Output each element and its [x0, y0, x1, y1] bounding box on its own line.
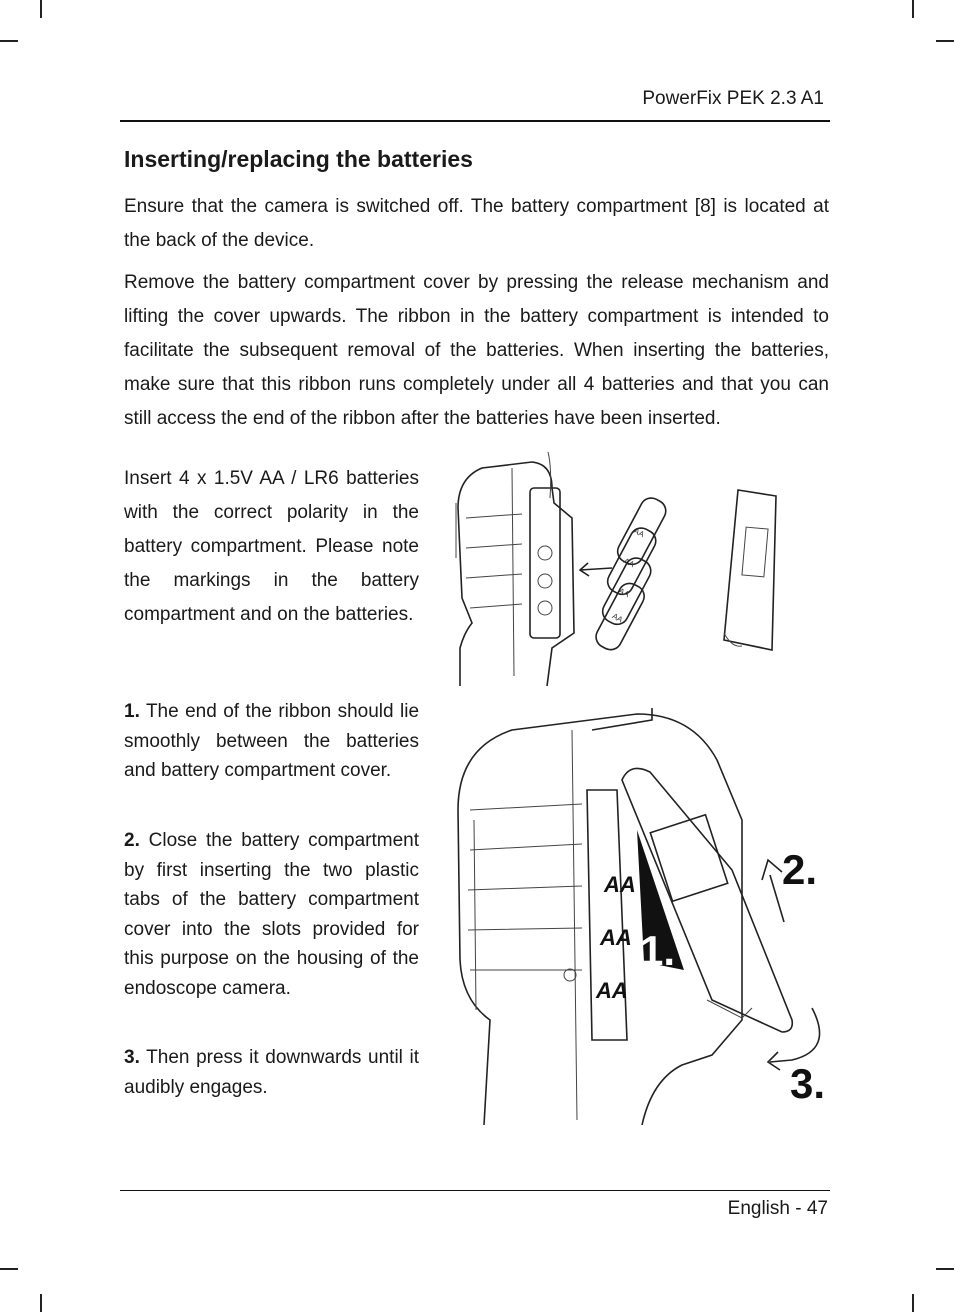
ribbon	[637, 830, 684, 974]
step-1-label: 1.	[640, 927, 676, 974]
aa-batteries	[592, 494, 669, 653]
step-3	[124, 1043, 419, 1102]
header-title: PowerFix PEK 2.3 A1	[642, 88, 824, 109]
camera-housing-large	[458, 708, 742, 1125]
crop-mark	[912, 0, 914, 18]
up-arrow-icon	[762, 860, 784, 922]
step-text: The end of the ribbon should lie smoothly between the batteries and battery compartment cover.	[124, 701, 420, 782]
battery-cover	[724, 490, 776, 650]
step-text: Then press it downwards until it audibly engages.	[124, 1047, 420, 1098]
battery-label: AA	[632, 526, 646, 540]
step-number: 1.	[124, 701, 140, 722]
step-3-label: 3.	[790, 1060, 826, 1107]
step-number: 2.	[124, 830, 140, 851]
page-footer: English - 47	[727, 1198, 828, 1219]
battery-label: AA	[617, 586, 631, 600]
step-text: Close the battery compartment by first inserting the two plastic tabs of the battery compartment cover into the slots provided for this purpose on the housing of the endoscope camera.	[124, 830, 419, 999]
crop-mark	[40, 0, 42, 18]
paragraph-insert-batteries: Insert 4 x 1.5V AA / LR6 batteries with the correct polarity in the battery compartment. Please note the markings in the battery compartment and on the batteries.	[124, 468, 419, 625]
crop-mark	[936, 40, 954, 42]
footer-rule	[120, 1190, 830, 1191]
battery-label: AA	[600, 925, 632, 950]
step-number: 3.	[124, 1047, 140, 1068]
cover-closing-illustration	[452, 700, 832, 1130]
battery-label: AA	[604, 872, 636, 897]
battery-label: AA	[596, 978, 628, 1003]
crop-mark	[0, 40, 18, 42]
aa-batteries-installed	[595, 872, 636, 1003]
insert-arrow-icon	[580, 563, 612, 576]
step-2-label: 2.	[782, 846, 818, 893]
paragraph-ribbon: Remove the battery compartment cover by pressing the release mechanism and lifting the cover upwards. The ribbon in the battery compartment is intended to facilitate the subsequent removal of the batteries. When inserting the batteries, make sure that this ribbon runs completely under all 4 batteries and that you can still access the end of the ribbon after the batteries have been inserted.	[124, 272, 829, 429]
section-title: Inserting/replacing the batteries	[124, 146, 473, 172]
header-rule	[120, 120, 830, 122]
camera-housing-back	[456, 452, 574, 686]
battery-insertion-illustration	[452, 448, 792, 688]
step-2	[124, 826, 419, 1004]
crop-mark	[40, 1294, 42, 1312]
crop-mark	[0, 1268, 18, 1270]
step-1	[124, 697, 419, 786]
crop-mark	[936, 1268, 954, 1270]
crop-mark	[912, 1294, 914, 1312]
battery-label: AA	[610, 611, 625, 625]
paragraph-intro: Ensure that the camera is switched off. The battery compartment [8] is located at the back of the device.	[124, 196, 829, 251]
battery-label: AA	[622, 556, 636, 570]
